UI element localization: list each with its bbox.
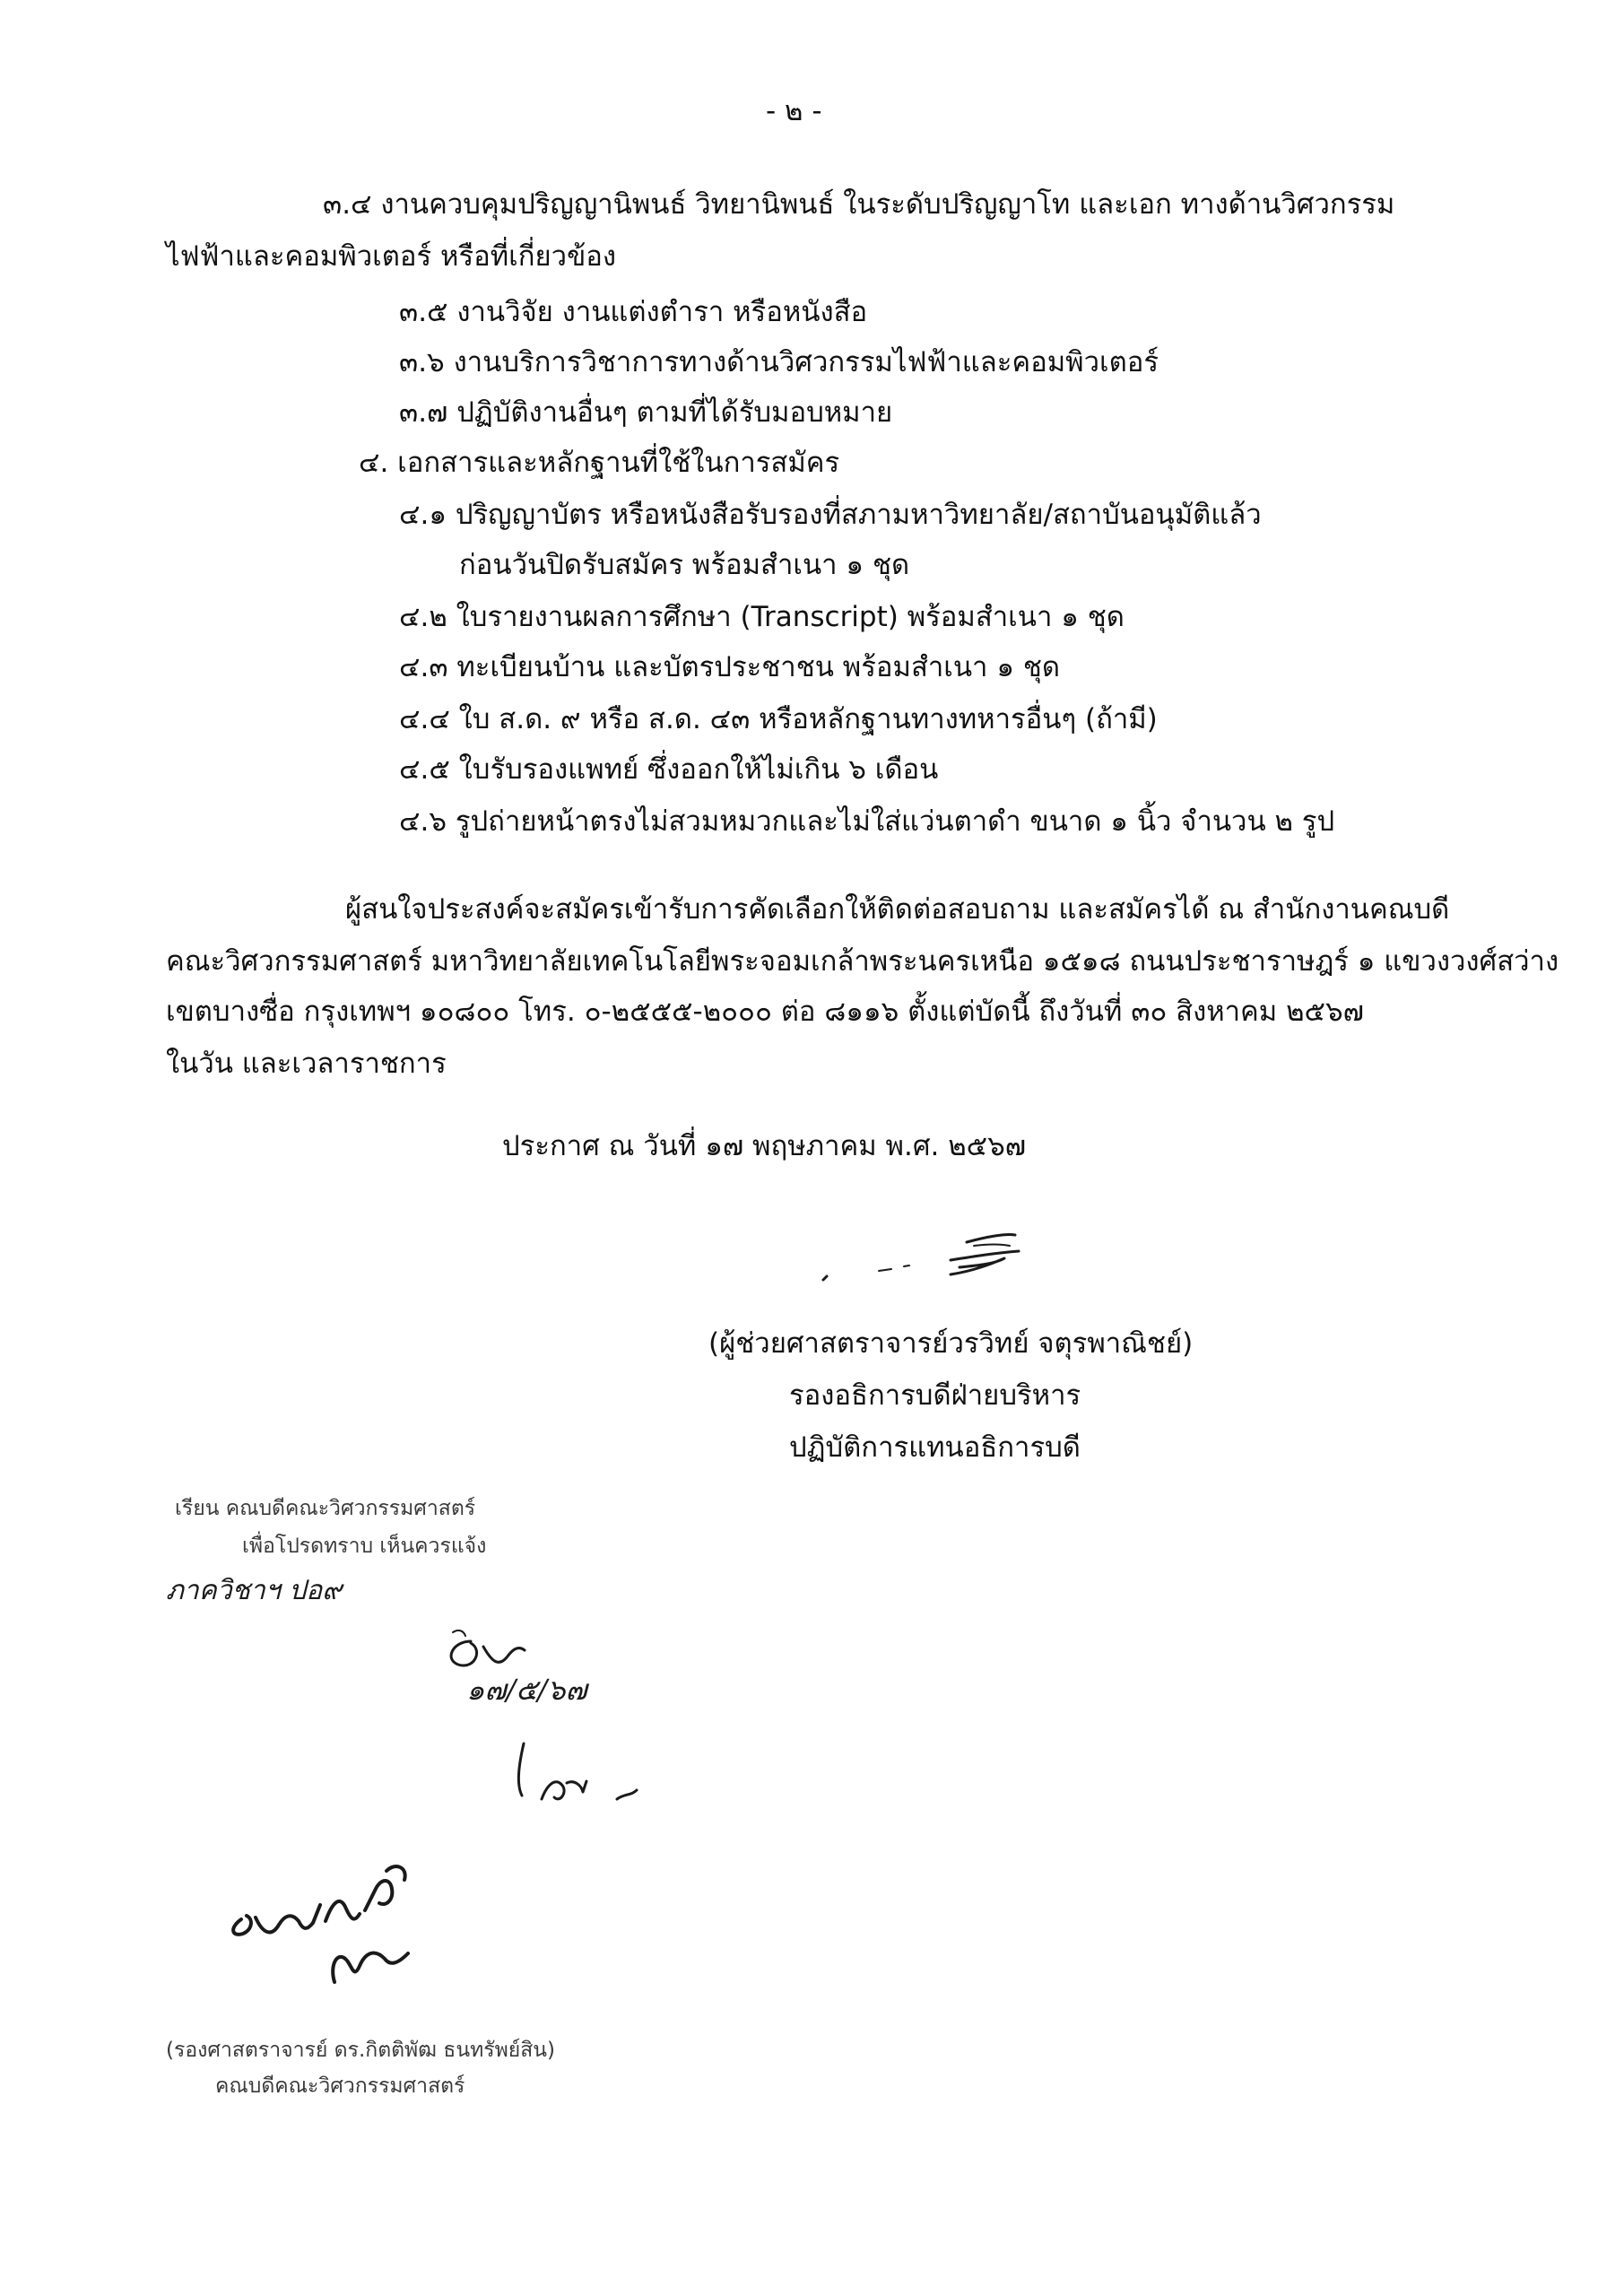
- handwritten-date: ๑๗/๕/๖๗: [466, 1673, 587, 1707]
- item-4-2: ๔.๒ ใบรายงานผลการศึกษา (Transcript) พร้อมสำเนา ๑ ชุด: [399, 601, 1125, 633]
- item-4-4: ๔.๔ ใบ ส.ด. ๙ หรือ ส.ด. ๔๓ หรือหลักฐานทางทหารอื่นๆ (ถ้ามี): [399, 703, 1158, 735]
- announcement-date: ประกาศ ณ วันที่ ๑๗ พฤษภาคม พ.ศ. ๒๕๖๗: [502, 1130, 1027, 1162]
- dean-title: คณบดีคณะวิศวกรรมศาสตร์: [215, 2074, 465, 2098]
- item-4-5: ๔.๕ ใบรับรองแพทย์ ซึ่งออกให้ไม่เกิน ๖ เดือน: [399, 753, 939, 786]
- item-3-6: ๓.๖ งานบริการวิชาการทางด้านวิศวกรรมไฟฟ้าและคอมพิวเตอร์: [399, 346, 1159, 378]
- dean-name: (รองศาสตราจารย์ ดร.กิตติพัฒ ธนทรัพย์สิน): [166, 2039, 555, 2062]
- contact-line-4: ในวัน และเวลาราชการ: [166, 1048, 447, 1080]
- page-number: - ๒ -: [766, 95, 822, 127]
- dean-signature: [220, 1848, 426, 2000]
- routing-stamp-line-1: เรียน คณบดีคณะวิศวกรรมศาสตร์: [175, 1497, 476, 1520]
- handwritten-department-note: ภาควิชาฯ ปอ๙: [166, 1575, 343, 1606]
- item-4-1-line-1: ๔.๑ ปริญญาบัตร หรือหนังสือรับรองที่สภามหาวิทยาลัย/สถาบันอนุมัติแล้ว: [399, 499, 1262, 531]
- handwritten-mark: [511, 1731, 655, 1830]
- signatory-position: รองอธิการบดีฝ่ายบริหาร: [789, 1379, 1081, 1412]
- section-4-heading: ๔. เอกสารและหลักฐานที่ใช้ในการสมัคร: [359, 447, 840, 479]
- item-3-5: ๓.๕ งานวิจัย งานแต่งตำรา หรือหนังสือ: [399, 296, 868, 328]
- item-4-1-line-2: ก่อนวันปิดรับสมัคร พร้อมสำเนา ๑ ชุด: [459, 549, 910, 581]
- signatory-name: (ผู้ช่วยศาสตราจารย์วรวิทย์ จตุรพาณิชย์): [708, 1327, 1194, 1360]
- signatory-acting: ปฏิบัติการแทนอธิการบดี: [789, 1431, 1081, 1464]
- item-3-4-line-2: ไฟฟ้าและคอมพิวเตอร์ หรือที่เกี่ยวข้อง: [166, 240, 617, 273]
- item-3-4-line-1: ๓.๔ งานควบคุมปริญญานิพนธ์ วิทยานิพนธ์ ในระดับปริญญาโท และเอก ทางด้านวิศวกรรม: [323, 188, 1395, 221]
- contact-line-3: เขตบางซื่อ กรุงเทพฯ ๑๐๘๐๐ โทร. ๐-๒๕๕๕-๒๐๐๐ ต่อ ๘๑๑๖ ตั้งแต่บัดนี้ ถึงวันที่ ๓๐ สิงหาคม ๒๕๖๗: [166, 996, 1364, 1028]
- routing-stamp-line-2: เพื่อโปรดทราบ เห็นควรแจ้ง: [242, 1535, 487, 1558]
- contact-line-1: ผู้สนใจประสงค์จะสมัครเข้ารับการคัดเลือกให้ติดต่อสอบถาม และสมัครได้ ณ สำนักงานคณบดี: [345, 893, 1450, 926]
- vice-president-signature: [816, 1224, 1085, 1305]
- item-3-7: ๓.๗ ปฏิบัติงานอื่นๆ ตามที่ได้รับมอบหมาย: [399, 396, 893, 429]
- contact-line-2: คณะวิศวกรรมศาสตร์ มหาวิทยาลัยเทคโนโลยีพระจอมเกล้าพระนครเหนือ ๑๕๑๘ ถนนประชาราษฎร์ ๑ แขวงวงศ์สว่าง: [166, 945, 1559, 978]
- item-4-3: ๔.๓ ทะเบียนบ้าน และบัตรประชาชน พร้อมสำเนา ๑ ชุด: [399, 651, 1061, 683]
- item-4-6: ๔.๖ รูปถ่ายหน้าตรงไม่สวมหมวกและไม่ใส่แว่นตาดำ ขนาด ๑ นิ้ว จำนวน ๒ รูป: [399, 805, 1335, 838]
